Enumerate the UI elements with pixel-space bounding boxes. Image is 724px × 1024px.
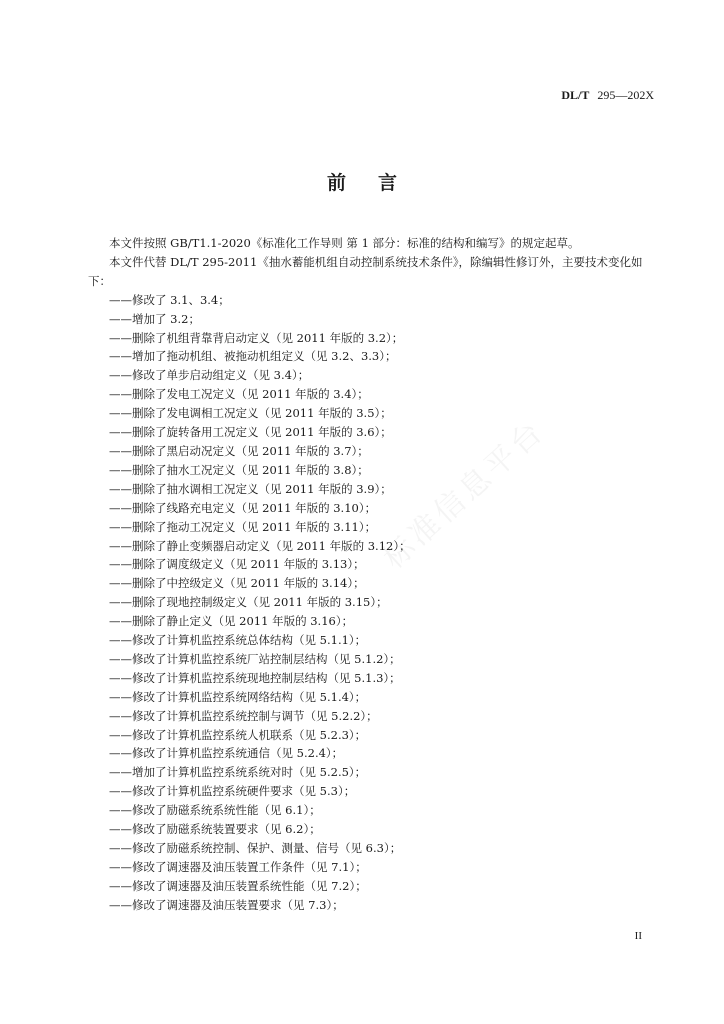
page-number: II xyxy=(634,930,642,942)
document-code-number: 295—202X xyxy=(597,88,654,102)
change-item: ——删除了发电工况定义（见 2011 年版的 3.4）； xyxy=(109,387,369,402)
change-item: ——删除了中控级定义（见 2011 年版的 3.14）； xyxy=(109,576,365,591)
change-item: ——删除了机组背靠背启动定义（见 2011 年版的 3.2）； xyxy=(109,330,404,345)
watermark: 标准信息平台 xyxy=(376,413,552,576)
change-item: ——修改了计算机监控系统人机联系（见 5.2.3）； xyxy=(109,727,367,742)
document-code xyxy=(561,88,654,103)
change-item: ——修改了计算机监控系统现地控制层结构（见 5.1.3）； xyxy=(109,670,401,685)
change-item: ——删除了抽水调相工况定义（见 2011 年版的 3.9）； xyxy=(109,481,392,496)
change-item: ——修改了调速器及油压装置系统性能（见 7.2）； xyxy=(109,878,367,893)
change-item: ——增加了拖动机组、被拖动机组定义（见 3.2、3.3）； xyxy=(109,349,397,364)
change-item: ——删除了黑启动况定义（见 2011 年版的 3.7）； xyxy=(109,443,369,458)
change-item: ——修改了 3.1、3.4； xyxy=(109,292,230,307)
change-item: ——删除了拖动工况定义（见 2011 年版的 3.11）； xyxy=(109,519,377,534)
change-item: ——删除了现地控制级定义（见 2011 年版的 3.15）； xyxy=(109,595,388,610)
change-item: ——修改了励磁系统控制、保护、测量、信号（见 6.3）； xyxy=(109,841,402,855)
document-code-prefix: DL/T xyxy=(561,88,590,102)
change-item: ——删除了发电调相工况定义（见 2011 年版的 3.5）； xyxy=(109,406,392,421)
change-item: ——修改了计算机监控系统硬件要求（见 5.3）； xyxy=(109,784,356,799)
change-item: ——增加了 3.2； xyxy=(109,311,200,326)
change-item: ——删除了抽水工况定义（见 2011 年版的 3.8）； xyxy=(109,462,369,477)
changes-list xyxy=(88,291,653,915)
change-item: ——修改了励磁系统装置要求（见 6.2）； xyxy=(109,822,321,837)
change-item: ——删除了线路充电定义（见 2011 年版的 3.10）； xyxy=(109,500,377,515)
change-item: ——删除了旋转备用工况定义（见 2011 年版的 3.6）； xyxy=(109,425,392,440)
change-item: ——删除了调度级定义（见 2011 年版的 3.13）； xyxy=(109,557,365,572)
change-item: ——修改了励磁系统系统性能（见 6.1）； xyxy=(109,803,321,818)
change-item: ——修改了计算机监控系统网络结构（见 5.1.4）； xyxy=(109,689,367,704)
change-item: ——修改了计算机监控系统厂站控制层结构（见 5.1.2）； xyxy=(109,651,401,666)
change-item: ——删除了静止定义（见 2011 年版的 3.16）； xyxy=(109,614,354,629)
page-title: 前言 xyxy=(326,172,429,194)
change-item: ——修改了调速器及油压装置工作条件（见 7.1）； xyxy=(109,859,367,874)
change-item: ——删除了静止变频器启动定义（见 2011 年版的 3.12）； xyxy=(109,538,411,553)
replacement-paragraph: 本文件代替 DL/T 295-2011《抽水蓄能机组自动控制系统技术条件》，除编辑性修订外，主要技术变化如下： xyxy=(88,254,643,288)
change-item: ——修改了计算机监控系统控制与调节（见 5.2.2）； xyxy=(109,708,378,723)
intro-paragraph: 本文件按照 GB/T1.1-2020《标准化工作导则 第 1 部分：标准的结构和编写》的规定起草。 xyxy=(109,236,580,250)
body-text xyxy=(88,234,653,915)
change-item: ——增加了计算机监控系统系统对时（见 5.2.5）； xyxy=(109,765,367,780)
change-item: ——修改了计算机监控系统通信（见 5.2.4）； xyxy=(109,746,344,761)
change-item: ——修改了单步启动组定义（见 3.4）； xyxy=(109,368,310,383)
change-item: ——修改了计算机监控系统总体结构（见 5.1.1）； xyxy=(109,633,367,648)
change-item: ——修改了调速器及油压装置要求（见 7.3）； xyxy=(109,897,344,912)
